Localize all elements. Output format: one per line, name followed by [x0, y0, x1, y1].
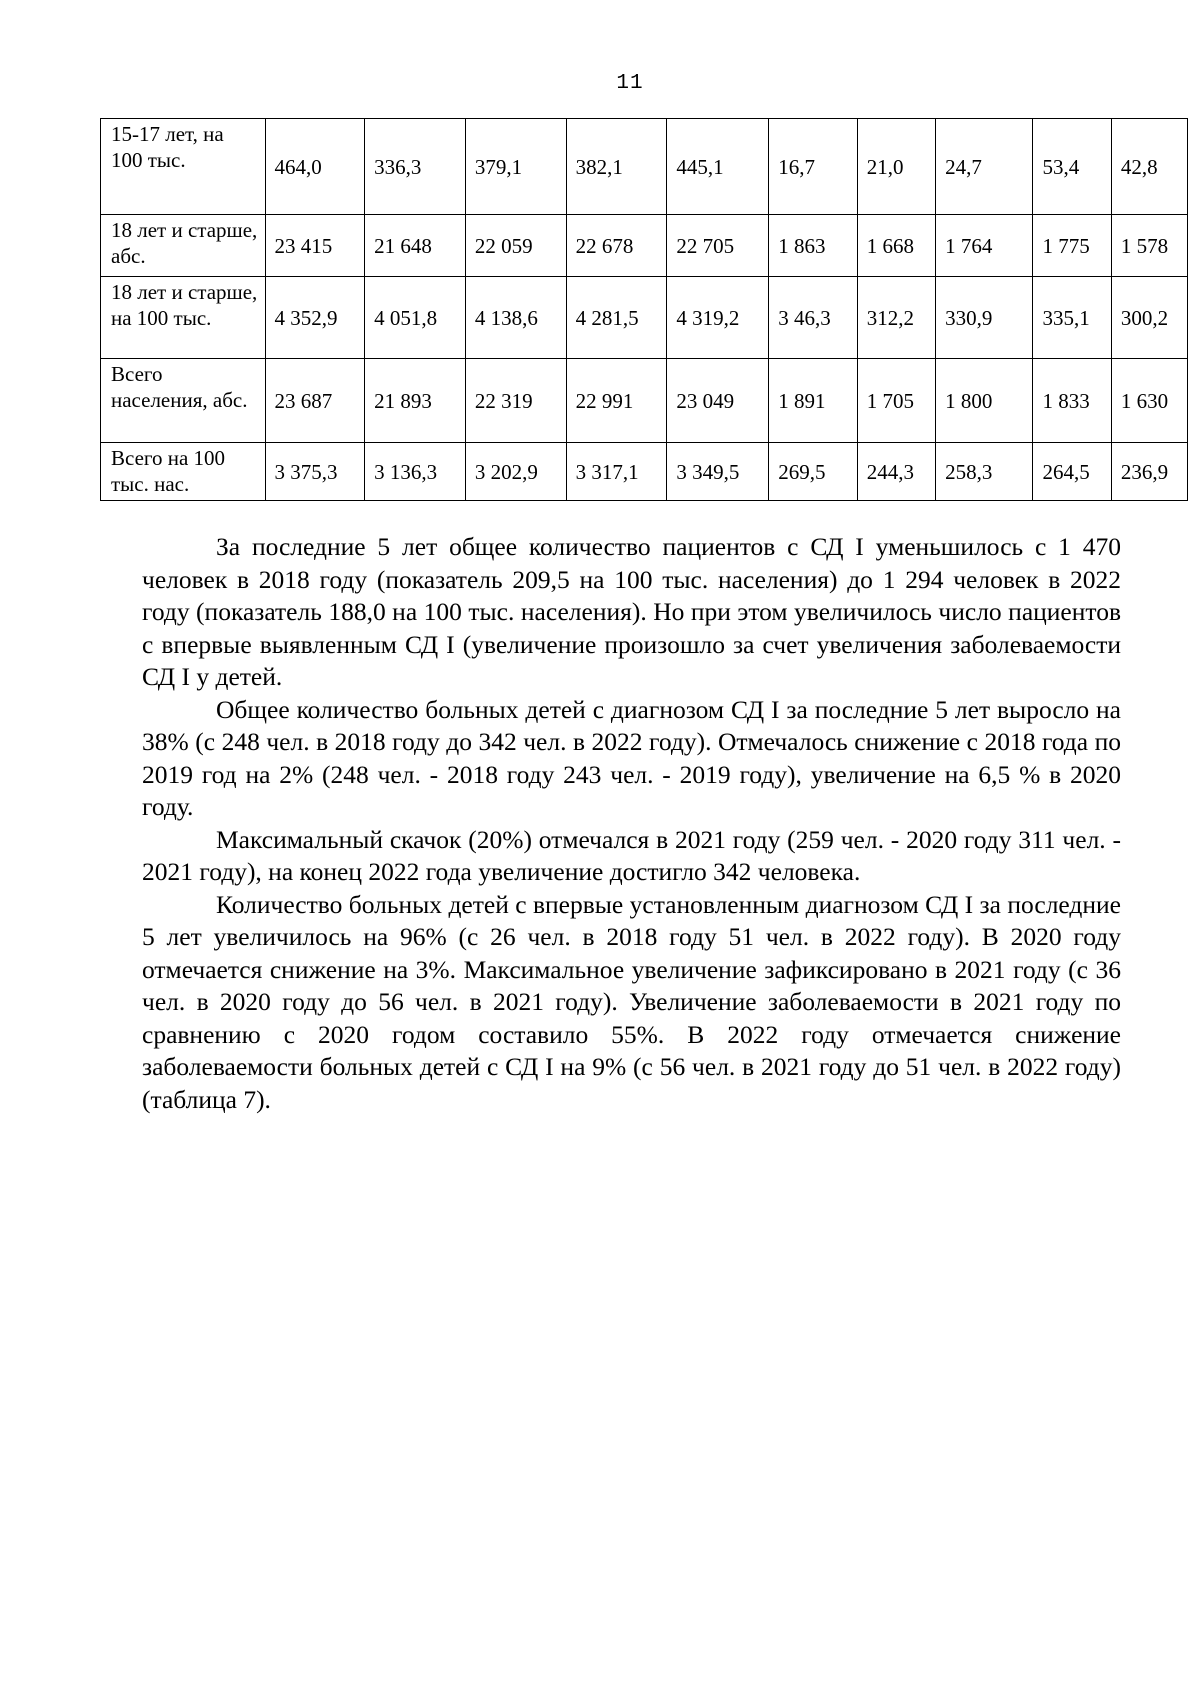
page-number: 11 [616, 72, 644, 95]
table-cell: 1 800 [936, 359, 1033, 443]
table-cell: 464,0 [265, 119, 365, 215]
row-label: 18 лет и старше, на 100 тыс. [101, 277, 266, 359]
table-cell: 336,3 [365, 119, 466, 215]
table-cell: 22 059 [465, 215, 566, 277]
paragraph: За последние 5 лет общее количество пациентов с СД I уменьшилось с 1 470 человек в 2018 году (показатель 209,5 на 100 тыс. населения) до 1 294 человек в 2022 году (показатель 188,0 на 100 тыс. населения). Но при этом увеличилось число пациентов с впервые выявленным СД I (увеличение произошло за счет увеличения заболеваемости СД I у детей. [142, 532, 1121, 691]
table-cell: 312,2 [857, 277, 935, 359]
table-cell: 23 049 [667, 359, 769, 443]
table-cell: 244,3 [857, 443, 935, 501]
table-cell: 1 764 [936, 215, 1033, 277]
table-cell: 1 630 [1111, 359, 1187, 443]
paragraph: Количество больных детей с впервые установленным диагнозом СД I за последние 5 лет увеличилось на 96% (с 26 чел. в 2018 году 51 чел. в 2022 году). В 2020 году отмечается снижение на 3%. Максимальное увеличение зафиксировано в 2021 году (с 36 чел. в 2020 году до 56 чел. в 2021 году). Увеличение заболеваемости в 2021 году по сравнению с 2020 годом составило 55%. В 2022 году отмечается снижение заболеваемости больных детей с СД I на 9% (с 56 чел. в 2021 году до 51 чел. в 2022 году) (таблица 7). [142, 889, 1121, 1114]
table-cell: 300,2 [1111, 277, 1187, 359]
table-cell: 4 319,2 [667, 277, 769, 359]
table-cell: 3 202,9 [465, 443, 566, 501]
body-text [142, 531, 1121, 1116]
table-cell: 445,1 [667, 119, 769, 215]
paragraph: Общее количество больных детей с диагнозом СД I за последние 5 лет выросло на 38% (с 248 чел. в 2018 году до 342 чел. в 2022 году). Отмечалось снижение с 2018 года по 2019 год на 2% (248 чел. - 2018 году 243 чел. - 2019 году), увеличение на 6,5 % в 2020 году. [142, 694, 1121, 821]
table-cell: 16,7 [769, 119, 857, 215]
table-cell: 1 775 [1033, 215, 1111, 277]
table-cell: 4 138,6 [465, 277, 566, 359]
table-cell: 53,4 [1033, 119, 1111, 215]
row-label: Всего населения, абс. [101, 359, 266, 443]
table-cell: 269,5 [769, 443, 857, 501]
table-cell: 21 893 [365, 359, 466, 443]
table-row [101, 443, 1188, 501]
table-cell: 4 352,9 [265, 277, 365, 359]
table-cell: 22 705 [667, 215, 769, 277]
table-cell: 4 051,8 [365, 277, 466, 359]
statistics-table [100, 118, 1188, 501]
table-cell: 1 705 [857, 359, 935, 443]
table-cell: 264,5 [1033, 443, 1111, 501]
table-cell: 4 281,5 [566, 277, 667, 359]
table-cell: 236,9 [1111, 443, 1187, 501]
table-cell: 21,0 [857, 119, 935, 215]
table-cell: 42,8 [1111, 119, 1187, 215]
row-label: Всего на 100 тыс. нас. [101, 443, 266, 501]
table-cell: 3 375,3 [265, 443, 365, 501]
table-cell: 22 991 [566, 359, 667, 443]
table-cell: 382,1 [566, 119, 667, 215]
table-row [101, 119, 1188, 215]
table-row [101, 359, 1188, 443]
table-cell: 23 415 [265, 215, 365, 277]
paragraph: Максимальный скачок (20%) отмечался в 2021 году (259 чел. - 2020 году 311 чел. - 2021 году), на конец 2022 года увеличение достигло 342 человека. [142, 824, 1121, 886]
table-cell: 330,9 [936, 277, 1033, 359]
table-cell: 1 668 [857, 215, 935, 277]
table-cell: 1 891 [769, 359, 857, 443]
table-cell: 1 578 [1111, 215, 1187, 277]
table-cell: 1 863 [769, 215, 857, 277]
row-label: 18 лет и старше, абс. [101, 215, 266, 277]
table-cell: 21 648 [365, 215, 466, 277]
table-cell: 3 317,1 [566, 443, 667, 501]
row-label: 15-17 лет, на 100 тыс. [101, 119, 266, 215]
table-cell: 258,3 [936, 443, 1033, 501]
table-row [101, 215, 1188, 277]
table-cell: 24,7 [936, 119, 1033, 215]
table-cell: 22 678 [566, 215, 667, 277]
table-cell: 1 833 [1033, 359, 1111, 443]
table-cell: 379,1 [465, 119, 566, 215]
table-cell: 3 136,3 [365, 443, 466, 501]
table-row [101, 277, 1188, 359]
table-cell: 22 319 [465, 359, 566, 443]
table-cell: 3 349,5 [667, 443, 769, 501]
table-cell: 23 687 [265, 359, 365, 443]
table-cell: 335,1 [1033, 277, 1111, 359]
table-cell: 3 46,3 [769, 277, 857, 359]
